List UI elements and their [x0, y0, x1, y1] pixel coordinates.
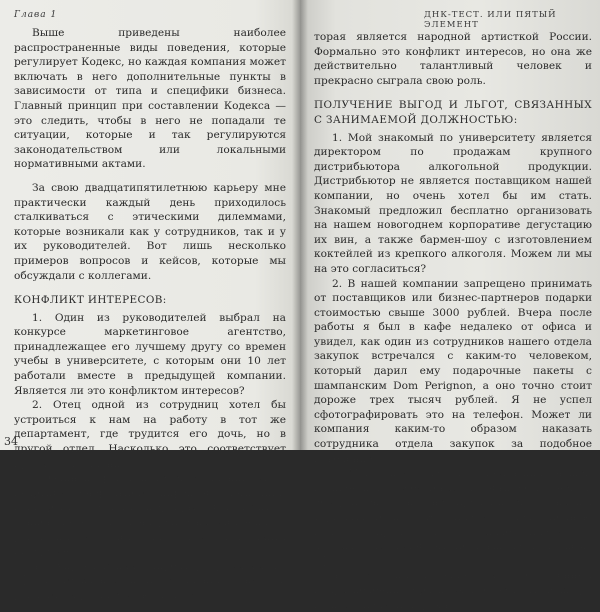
list-item: 3. Один из руководителей компании сдает квартиру генеральному директору компании-конкурента. Оплата квартиры происходит с банковского счета конкурента на счет нашего руководителя. Нет ли здесь конфликта интересов?: [14, 472, 286, 558]
list-item: 2. Отец одной из сотрудниц хотел бы устроиться к нам на работу в тот же департамент, где трудится его дочь, но в другой отдел. Насколько это соответствует правилам компании?: [14, 399, 286, 470]
list-item: 3. Могу ли я заказать у поставщика нашей компании для себя товар, который есть у него в ассортименте, но не представлен в наших торговых точках? Я заплачу за него полную цену по прайс-листу, а также оплачу его доставку транспортом поставщика к нашему офису.: [314, 467, 592, 567]
list-item: 2. В нашей компании запрещено принимать от поставщиков или бизнес-партнеров подарки стоимостью свыше 3000 рублей. Вчера после работы я был в кафе недалеко от офиса и увидел, как один из сотрудников нашего отдела закупок встречался с каким-то человеком, который дарил ему подарочные пакеты с шампанским Dom Perignon, а оно точно стоит дороже трех тысяч рублей. Я не успел сфотографировать это на телефон. Может ли компания каким-то образом наказать сотрудника отдела закупок за подобное поведение?: [314, 277, 592, 465]
right-page: [300, 0, 600, 611]
left-paragraph: За свою двадцатипятилетнюю карьеру мне практически каждый день приходилось сталкиваться с этическими дилеммами, которые возникали как у сотрудников, так и у их руководителей. Вот лишь несколько примеров вопросов и кейсов, которые мы обсуждали с коллегами.: [14, 181, 286, 282]
list-item: 1. Мой знакомый по университету является директором по продажам крупного дистрибьютора алкогольной продукции. Дистрибьютор не является поставщиком нашей компании, но очень хотел бы им стать. Знакомый предложил бесплатно организовать на нашем новогоднем корпоративе дегустацию их вин, а также бармен-шоу с изготовлением коктейлей из крепкого алкоголя. Можем ли мы на это согласиться?: [314, 131, 592, 275]
conflict-of-interest-heading: КОНФЛИКТ ИНТЕРЕСОВ:: [14, 294, 167, 307]
right-intro-paragraph: торая является народной артисткой России. Формально это конфликт интересов, но она же действительно талантливый человек и прекрасно сыграла свою роль.: [314, 31, 592, 87]
benefits-heading: ПОЛУЧЕНИЕ ВЫГОД И ЛЬГОТ, СВЯЗАННЫХ С ЗАНИМАЕМОЙ ДОЛЖНОСТЬЮ:: [314, 99, 592, 126]
right-page-text: [314, 30, 592, 612]
list-item: 4. Руководитель одного из обособленных подразделений обратился к своему менеджеру по персоналу, которая в: [314, 569, 592, 611]
left-page: [0, 0, 300, 601]
list-item: 4. Управляющий директор российского офиса международной компании снял в рекламном ролике свою жену, ко-: [14, 559, 286, 601]
right-running-head: ДНК-ТЕСТ. ИЛИ ПЯТЫЙ ЭЛЕМЕНТ: [424, 10, 557, 30]
list-item: 1. Один из руководителей выбрал на конкурсе маркетинговое агентство, принадлежащее его лучшему другу со времен учебы в университете, с которым они 10 лет работали вместе в предыдущей компании. Является ли это конфликтом интересов?: [14, 311, 286, 397]
page-number: 34: [4, 435, 18, 448]
left-page-text: [14, 26, 286, 603]
left-running-head: Глава 1: [14, 10, 58, 20]
left-paragraph: Выше приведены наиболее распространенные виды поведения, которые регулирует Кодекс, но каждая компания может включать в него дополнительные пункты в зависимости от типа и специфики бизнеса. Главный принцип при составлении Кодекса — это следить, чтобы в него не попадали те ситуации, которые и так регулируются законодательством или локальными нормативными актами.: [14, 27, 286, 171]
